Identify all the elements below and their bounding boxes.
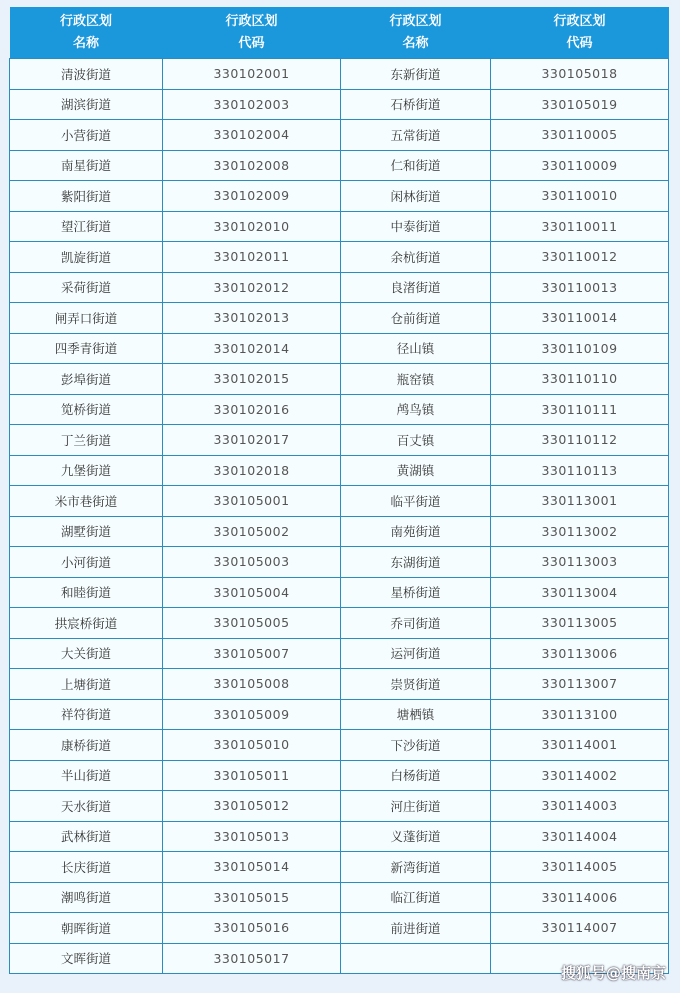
division-name: 五常街道 bbox=[341, 120, 491, 151]
division-name: 瓶窑镇 bbox=[341, 364, 491, 395]
division-name: 径山镇 bbox=[341, 333, 491, 364]
table-row bbox=[10, 364, 669, 395]
division-name: 下沙街道 bbox=[341, 730, 491, 761]
table-row bbox=[10, 821, 669, 852]
division-name: 湖墅街道 bbox=[10, 516, 163, 547]
division-code: 330114006 bbox=[491, 882, 669, 913]
division-name: 小河街道 bbox=[10, 547, 163, 578]
division-name: 乔司街道 bbox=[341, 608, 491, 639]
division-name: 东湖街道 bbox=[341, 547, 491, 578]
division-name: 运河街道 bbox=[341, 638, 491, 669]
division-code: 330110113 bbox=[491, 455, 669, 486]
division-code: 330102004 bbox=[163, 120, 341, 151]
division-code: 330110005 bbox=[491, 120, 669, 151]
division-name: 白杨街道 bbox=[341, 760, 491, 791]
division-name: 大关街道 bbox=[10, 638, 163, 669]
division-code: 330114005 bbox=[491, 852, 669, 883]
division-name: 河庄街道 bbox=[341, 791, 491, 822]
division-code: 330114002 bbox=[491, 760, 669, 791]
division-name: 星桥街道 bbox=[341, 577, 491, 608]
division-code: 330102018 bbox=[163, 455, 341, 486]
division-code: 330102017 bbox=[163, 425, 341, 456]
division-name: 清波街道 bbox=[10, 59, 163, 90]
division-name: 中泰街道 bbox=[341, 211, 491, 242]
table-row bbox=[10, 516, 669, 547]
division-name: 天水街道 bbox=[10, 791, 163, 822]
division-code: 330102011 bbox=[163, 242, 341, 273]
division-name: 闲林街道 bbox=[341, 181, 491, 212]
division-name: 临平街道 bbox=[341, 486, 491, 517]
division-name: 朝晖街道 bbox=[10, 913, 163, 944]
table-row bbox=[10, 638, 669, 669]
division-name: 紫阳街道 bbox=[10, 181, 163, 212]
division-name: 小营街道 bbox=[10, 120, 163, 151]
table-row bbox=[10, 760, 669, 791]
division-code: 330110112 bbox=[491, 425, 669, 456]
division-code: 330110010 bbox=[491, 181, 669, 212]
division-name: 仁和街道 bbox=[341, 150, 491, 181]
table-row bbox=[10, 333, 669, 364]
division-code: 330113007 bbox=[491, 669, 669, 700]
division-name: 塘栖镇 bbox=[341, 699, 491, 730]
division-name: 上塘街道 bbox=[10, 669, 163, 700]
table-row bbox=[10, 211, 669, 242]
division-code: 330110110 bbox=[491, 364, 669, 395]
column-header: 行政区划 名称 bbox=[341, 7, 491, 59]
division-code: 330110009 bbox=[491, 150, 669, 181]
column-header: 行政区划 代码 bbox=[491, 7, 669, 59]
division-name: 凯旋街道 bbox=[10, 242, 163, 273]
table-row bbox=[10, 852, 669, 883]
division-name: 仓前街道 bbox=[341, 303, 491, 334]
division-name: 武林街道 bbox=[10, 821, 163, 852]
division-code: 330105010 bbox=[163, 730, 341, 761]
division-code: 330110011 bbox=[491, 211, 669, 242]
table-row bbox=[10, 425, 669, 456]
table-row bbox=[10, 882, 669, 913]
table-row bbox=[10, 272, 669, 303]
division-code: 330102009 bbox=[163, 181, 341, 212]
division-name: 前进街道 bbox=[341, 913, 491, 944]
table-row bbox=[10, 59, 669, 90]
division-code: 330105019 bbox=[491, 89, 669, 120]
division-name: 东新街道 bbox=[341, 59, 491, 90]
table-row bbox=[10, 150, 669, 181]
division-code: 330105007 bbox=[163, 638, 341, 669]
division-name: 丁兰街道 bbox=[10, 425, 163, 456]
table-row bbox=[10, 303, 669, 334]
division-code: 330105012 bbox=[163, 791, 341, 822]
division-code: 330105004 bbox=[163, 577, 341, 608]
division-name: 采荷街道 bbox=[10, 272, 163, 303]
division-name: 笕桥街道 bbox=[10, 394, 163, 425]
division-name: 四季青街道 bbox=[10, 333, 163, 364]
division-code: 330105003 bbox=[163, 547, 341, 578]
column-header: 行政区划 代码 bbox=[163, 7, 341, 59]
division-name: 望江街道 bbox=[10, 211, 163, 242]
division-code: 330110111 bbox=[491, 394, 669, 425]
table-row bbox=[10, 242, 669, 273]
division-code: 330114001 bbox=[491, 730, 669, 761]
table-row bbox=[10, 913, 669, 944]
division-name: 康桥街道 bbox=[10, 730, 163, 761]
column-header: 行政区划 名称 bbox=[10, 7, 163, 59]
division-code: 330110109 bbox=[491, 333, 669, 364]
table-row bbox=[10, 486, 669, 517]
division-code: 330113005 bbox=[491, 608, 669, 639]
division-code: 330105017 bbox=[163, 943, 341, 974]
division-name: 九堡街道 bbox=[10, 455, 163, 486]
table-row bbox=[10, 699, 669, 730]
division-code: 330102003 bbox=[163, 89, 341, 120]
division-code: 330102014 bbox=[163, 333, 341, 364]
table-row bbox=[10, 89, 669, 120]
division-code: 330105016 bbox=[163, 913, 341, 944]
division-code: 330105001 bbox=[163, 486, 341, 517]
division-code: 330105018 bbox=[491, 59, 669, 90]
division-name: 良渚街道 bbox=[341, 272, 491, 303]
division-code: 330105014 bbox=[163, 852, 341, 883]
division-name: 黄湖镇 bbox=[341, 455, 491, 486]
division-code: 330105013 bbox=[163, 821, 341, 852]
table-row bbox=[10, 455, 669, 486]
watermark: 搜狐号@搜南京 bbox=[560, 964, 666, 982]
division-code: 330102008 bbox=[163, 150, 341, 181]
division-code: 330105005 bbox=[163, 608, 341, 639]
division-name: 潮鸣街道 bbox=[10, 882, 163, 913]
division-name: 拱宸桥街道 bbox=[10, 608, 163, 639]
division-name: 崇贤街道 bbox=[341, 669, 491, 700]
table-row bbox=[10, 120, 669, 151]
division-name: 闸弄口街道 bbox=[10, 303, 163, 334]
division-code: 330105008 bbox=[163, 669, 341, 700]
division-code: 330113004 bbox=[491, 577, 669, 608]
division-code: 330113002 bbox=[491, 516, 669, 547]
division-code: 330105015 bbox=[163, 882, 341, 913]
division-name: 半山街道 bbox=[10, 760, 163, 791]
division-code: 330102012 bbox=[163, 272, 341, 303]
division-code: 330114004 bbox=[491, 821, 669, 852]
table-row bbox=[10, 577, 669, 608]
division-code: 330114003 bbox=[491, 791, 669, 822]
division-code: 330110012 bbox=[491, 242, 669, 273]
division-code: 330102010 bbox=[163, 211, 341, 242]
division-code: 330114007 bbox=[491, 913, 669, 944]
table-row bbox=[10, 791, 669, 822]
division-code: 330102013 bbox=[163, 303, 341, 334]
division-code: 330110014 bbox=[491, 303, 669, 334]
division-name: 文晖街道 bbox=[10, 943, 163, 974]
division-name: 彭埠街道 bbox=[10, 364, 163, 395]
division-code: 330113003 bbox=[491, 547, 669, 578]
division-name: 和睦街道 bbox=[10, 577, 163, 608]
division-name: 鸬鸟镇 bbox=[341, 394, 491, 425]
division-name: 南苑街道 bbox=[341, 516, 491, 547]
division-name: 义蓬街道 bbox=[341, 821, 491, 852]
division-name: 米市巷街道 bbox=[10, 486, 163, 517]
division-name: 新湾街道 bbox=[341, 852, 491, 883]
table-row bbox=[10, 730, 669, 761]
division-name: 南星街道 bbox=[10, 150, 163, 181]
header-row bbox=[10, 7, 669, 59]
division-name: 祥符街道 bbox=[10, 699, 163, 730]
admin-division-table bbox=[9, 7, 669, 974]
division-name: 百丈镇 bbox=[341, 425, 491, 456]
division-code: 330105011 bbox=[163, 760, 341, 791]
division-name bbox=[341, 943, 491, 974]
table-row bbox=[10, 394, 669, 425]
division-name: 余杭街道 bbox=[341, 242, 491, 273]
division-code: 330113100 bbox=[491, 699, 669, 730]
division-code: 330105009 bbox=[163, 699, 341, 730]
division-code: 330102001 bbox=[163, 59, 341, 90]
table-row bbox=[10, 608, 669, 639]
division-code: 330102015 bbox=[163, 364, 341, 395]
division-code: 330102016 bbox=[163, 394, 341, 425]
division-name: 石桥街道 bbox=[341, 89, 491, 120]
division-name: 湖滨街道 bbox=[10, 89, 163, 120]
table-row bbox=[10, 181, 669, 212]
table-row bbox=[10, 669, 669, 700]
division-name: 长庆街道 bbox=[10, 852, 163, 883]
table-row bbox=[10, 547, 669, 578]
division-name: 临江街道 bbox=[341, 882, 491, 913]
division-code: 330105002 bbox=[163, 516, 341, 547]
division-code: 330113006 bbox=[491, 638, 669, 669]
division-code: 330113001 bbox=[491, 486, 669, 517]
division-code: 330110013 bbox=[491, 272, 669, 303]
